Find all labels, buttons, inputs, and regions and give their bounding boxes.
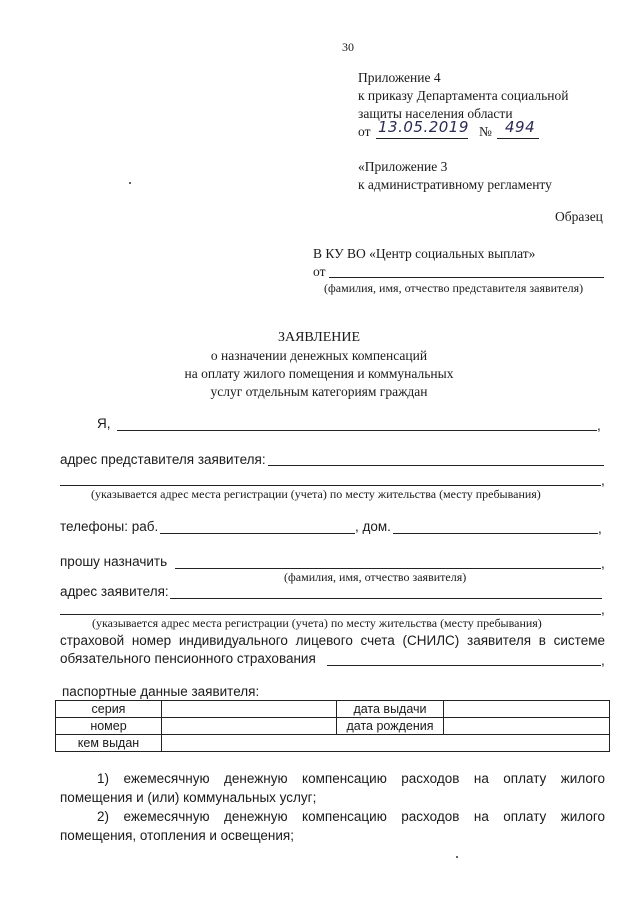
comma: , [601,653,605,668]
appendix-line6: к административному регламенту [358,177,552,192]
handwritten-number: 494 [505,118,536,136]
representative-name-line[interactable] [329,277,604,278]
sample-label: Образец [555,209,603,224]
title-line2: на оплату жилого помещения и коммунальных [184,366,454,381]
issue-date-label: дата выдачи [337,701,444,718]
title-line3: услуг отдельным категориям граждан [210,384,428,399]
handwritten-date: 13.05.2019 [378,118,469,136]
addressee-to: В КУ ВО «Центр социальных выплат» [313,246,536,261]
phones-label: телефоны: раб. [60,519,159,534]
item1-line2: помещения и (или) коммунальных услуг; [60,790,317,805]
passport-row-2 [56,718,610,735]
issued-by-value-cell[interactable] [162,735,610,752]
appendix-line5: «Приложение 3 [358,159,448,174]
i-label: Я, [97,416,111,431]
applicant-name-line[interactable] [117,430,597,431]
rep-address-label: адрес представителя заявителя: [60,452,266,467]
date-underline [376,138,468,139]
birth-date-value-cell[interactable] [444,718,610,735]
appendix-from-label: от [358,124,371,139]
number-value-cell[interactable] [162,718,337,735]
comma: , [601,556,605,571]
snils-line1: страховой номер индивидуального лицевого счета (СНИЛС) заявителя в системе [60,633,605,648]
item2-line2: помещения, отопления и освещения; [60,828,294,843]
passport-label: паспортные данные заявителя: [62,684,260,699]
snils-line2: обязательного пенсионного страхования [60,651,316,666]
comma: , [601,602,605,617]
appendix-line1: Приложение 4 [358,70,441,85]
applicant-address-label: адрес заявителя: [60,584,169,599]
title-line1: о назначении денежных компенсаций [210,348,428,363]
page-number: 30 [342,40,354,54]
applicant-address-line-2[interactable] [60,614,601,615]
comma: , [597,418,601,433]
document-title: ЗАЯВЛЕНИЕ [277,330,361,345]
rep-reg-caption: (указывается адрес места регистрации (учета) по месту жительства (месту пребывания) [91,487,541,501]
number-label-cell: номер [56,718,162,735]
rep-address-line-1[interactable] [268,465,604,466]
number-underline [497,138,539,139]
passport-table [55,700,610,752]
series-value-cell[interactable] [162,701,337,718]
applicant-reg-caption: (указывается адрес места регистрации (учета) по месту жительства (месту пребывания) [92,616,542,630]
comma: , [601,473,605,488]
applicant-address-line-1[interactable] [170,598,602,599]
series-label: серия [56,701,162,718]
request-label: прошу назначить [60,554,168,569]
number-label: № [479,124,492,139]
home-phone-label: , дом. [355,519,391,534]
snils-input-line[interactable] [327,665,601,666]
scan-speck [129,182,131,184]
birth-date-label: дата рождения [337,718,444,735]
addressee-from-label: от [313,264,326,279]
item2-line1: 2) ежемесячную денежную компенсацию расходов на оплату жилого [97,809,605,824]
applicant-fio-caption: (фамилия, имя, отчество заявителя) [284,570,467,584]
issued-by-label: кем выдан [56,735,162,752]
passport-row-3 [56,735,610,752]
item1-line1: 1) ежемесячную денежную компенсацию расходов на оплату жилого [97,771,605,786]
applicant-fio-line[interactable] [175,568,601,569]
issue-date-value-cell[interactable] [444,701,610,718]
home-phone-line[interactable] [393,533,598,534]
passport-row-1 [56,701,610,718]
work-phone-line[interactable] [160,533,355,534]
appendix-line3: защиты населения области [358,106,513,121]
rep-address-line-2[interactable] [60,485,601,486]
representative-caption: (фамилия, имя, отчество представителя заявителя) [324,281,584,295]
appendix-line2: к приказу Департамента социальной [358,88,569,103]
comma: , [598,521,602,536]
scan-speck [456,856,458,858]
